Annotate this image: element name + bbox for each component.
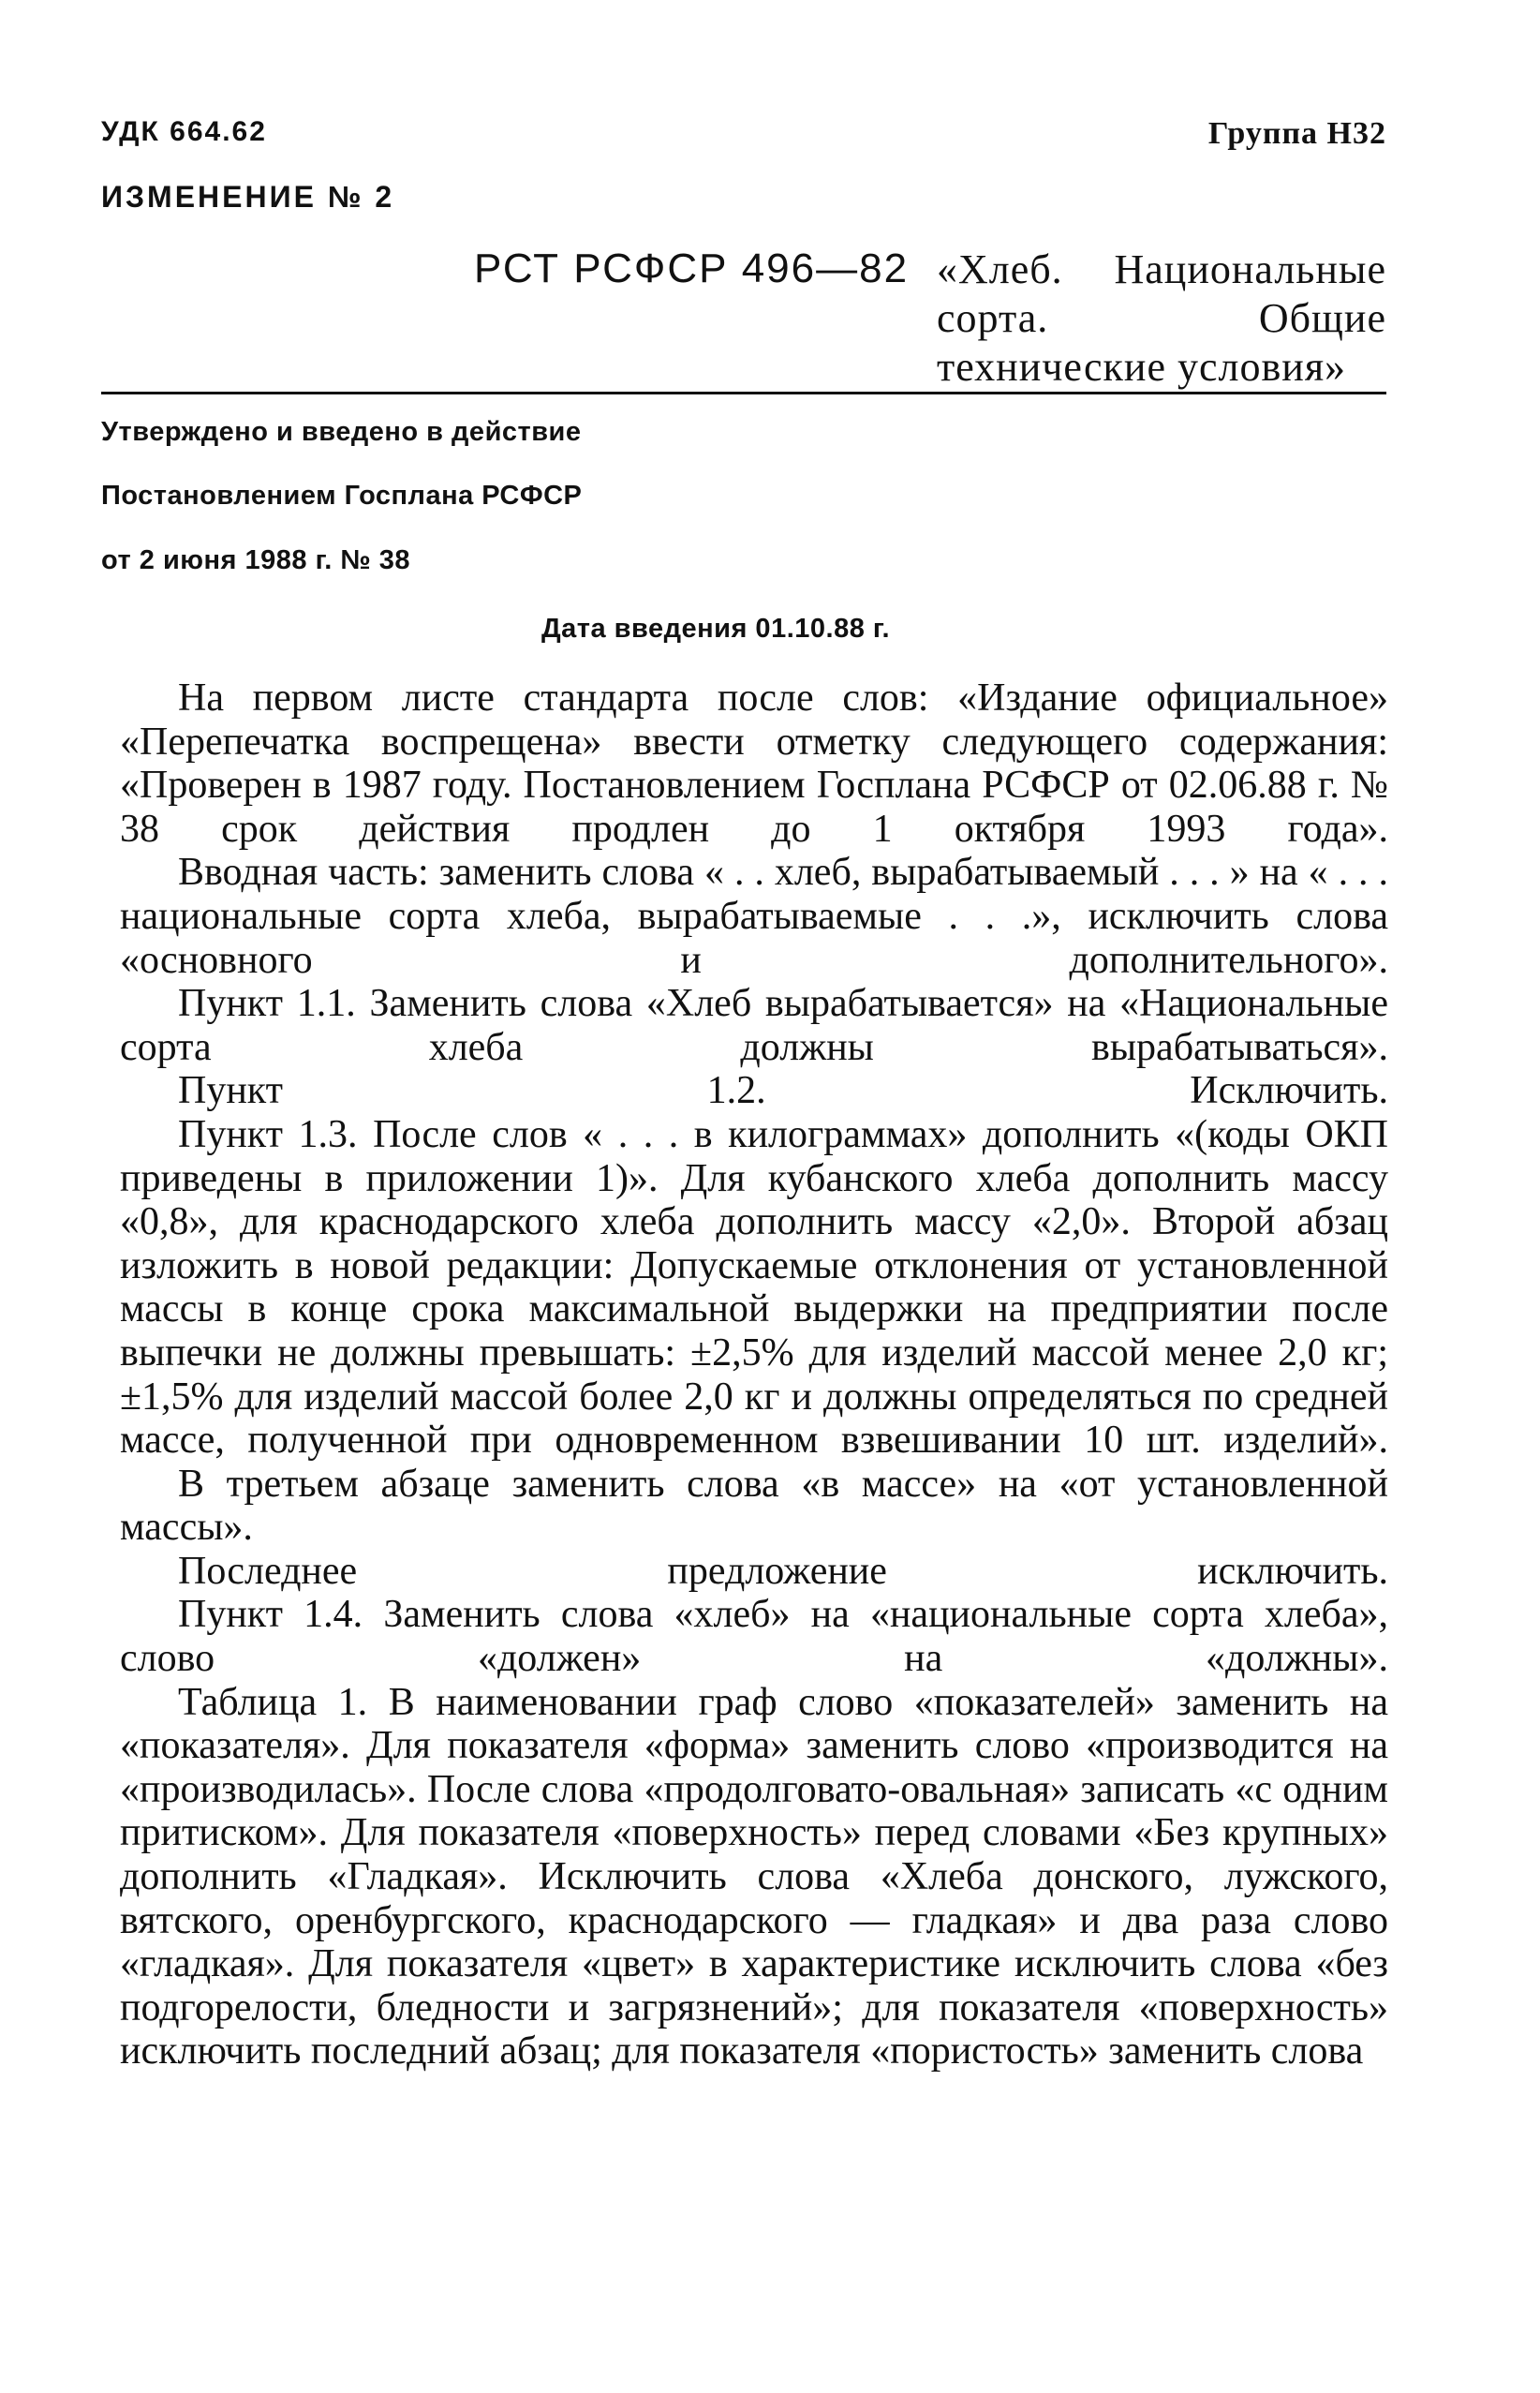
paragraph: На первом листе стандарта после слов: «Издание официальное» «Перепечатка воспрещена» ввести отметку следующего содержания: «Проверен в 1987 году. Постановлением Госплана РСФСР от 02.06.88 г. № 38 срок действия продлен до 1 октября 1993 года». (120, 676, 1388, 851)
standard-title: «Хлеб. Национальные сорта. Общие технические условия» (937, 246, 1386, 390)
paragraph: В третьем абзаце заменить слова «в массе» на «от установленной массы». (120, 1462, 1388, 1550)
paragraph: Последнее предложение исключить. (178, 1549, 1388, 1593)
paragraph: Пункт 1.1. Заменить слова «Хлеб вырабатывается» на «Национальные сорта хлеба должны вырабатываться». (120, 982, 1388, 1069)
change-number: ИЗМЕНЕНИЕ № 2 (101, 180, 395, 214)
paragraph: Таблица 1. В наименовании граф слово «показателей» заменить на «показателя». Для показателя «форма» заменить слово «производится на «производилась». После слова «продолговато-овальная» записать «с одним притиском». Для показателя «поверхность» перед словами «Без крупных» дополнить «Гладкая». Исключить слова «Хлеба донского, лужского, вятского, оренбургского, краснодарского — гладкая» и два раза слово «гладкая». Для показателя «цвет» в характеристике исключить слова «без подгорелости, бледности и загрязнений»; для показателя «поверхность» исключить последний абзац; для показателя «пористость» заменить слова (120, 1680, 1388, 2073)
document-body (120, 676, 1388, 2073)
effective-date: Дата введения 01.10.88 г. (541, 614, 891, 644)
approval-line-2: Постановлением Госплана РСФСР (101, 481, 583, 511)
paragraph: Пункт 1.2. Исключить. (178, 1069, 1388, 1113)
paragraph: Пункт 1.3. После слов « . . . в килограммах» дополнить «(коды ОКП приведены в приложении 1)». Для кубанского хлеба дополнить массу «0,8», для краснодарского хлеба дополнить массу «2,0». Второй абзац изложить в новой редакции: Допускаемые отклонения от установленной массы в конце срока максимальной выдержки на предприятии после выпечки не должны превышать: ±2,5% для изделий массой менее 2,0 кг; ±1,5% для изделий массой более 2,0 кг и должны определяться по средней массе, полученной при одновременном взвешивании 10 шт. изделий». (120, 1112, 1388, 1463)
standard-code: РСТ РСФСР 496—82 (474, 245, 910, 291)
paragraph: Вводная часть: заменить слова « . . хлеб, вырабатываемый . . . » на « . . . национальные сорта хлеба, вырабатываемые . . .», исключить слова «основного и дополнительного». (120, 851, 1388, 982)
udk-code: УДК 664.62 (101, 116, 267, 147)
approval-line-1: Утверждено и введено в действие (101, 417, 582, 447)
group-code: Группа Н32 (1207, 116, 1386, 151)
header-divider (101, 392, 1386, 394)
paragraph: Пункт 1.4. Заменить слова «хлеб» на «национальные сорта хлеба», слово «должен» на «должны». (120, 1593, 1388, 1681)
approval-line-3: от 2 июня 1988 г. № 38 (101, 545, 411, 575)
